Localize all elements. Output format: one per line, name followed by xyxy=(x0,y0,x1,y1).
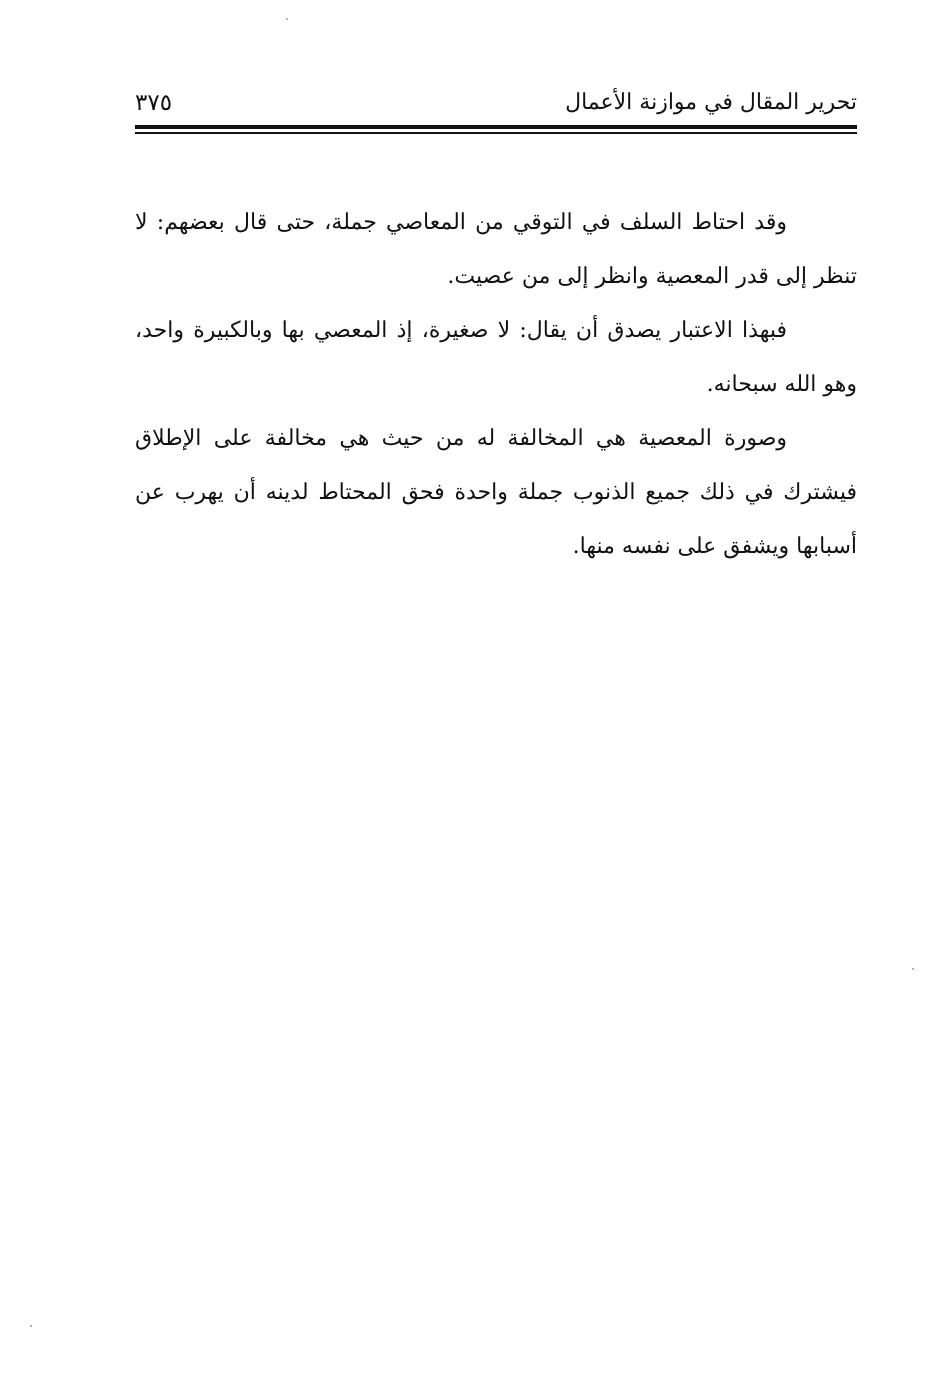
paragraph-2: فبهذا الاعتبار يصدق أن يقال: لا صغيرة، إذ المعصي بها وبالكبيرة واحد، وهو الله سبحانه. xyxy=(135,318,857,397)
scan-speck xyxy=(912,968,914,970)
scan-speck xyxy=(286,18,288,20)
paragraph-3: وصورة المعصية هي المخالفة له من حيث هي مخالفة على الإطلاق فيشترك في ذلك جميع الذنوب جملة واحدة فحق المحتاط لدينه أن يهرب عن أسبابها ويشفق على نفسه منها. xyxy=(135,426,857,559)
header-rule-thick xyxy=(135,125,857,129)
page-number: ٣٧٥ xyxy=(135,90,173,116)
paragraph-1: وقد احتاط السلف في التوقي من المعاصي جملة، حتى قال بعضهم: لا تنظر إلى قدر المعصية وانظر إلى من عصيت. xyxy=(135,210,857,289)
running-title: تحرير المقال في موازنة الأعمال xyxy=(565,90,857,115)
header-rule-thin xyxy=(135,132,857,134)
body-text xyxy=(135,196,857,574)
scan-speck xyxy=(30,1325,32,1327)
running-header xyxy=(135,82,857,122)
